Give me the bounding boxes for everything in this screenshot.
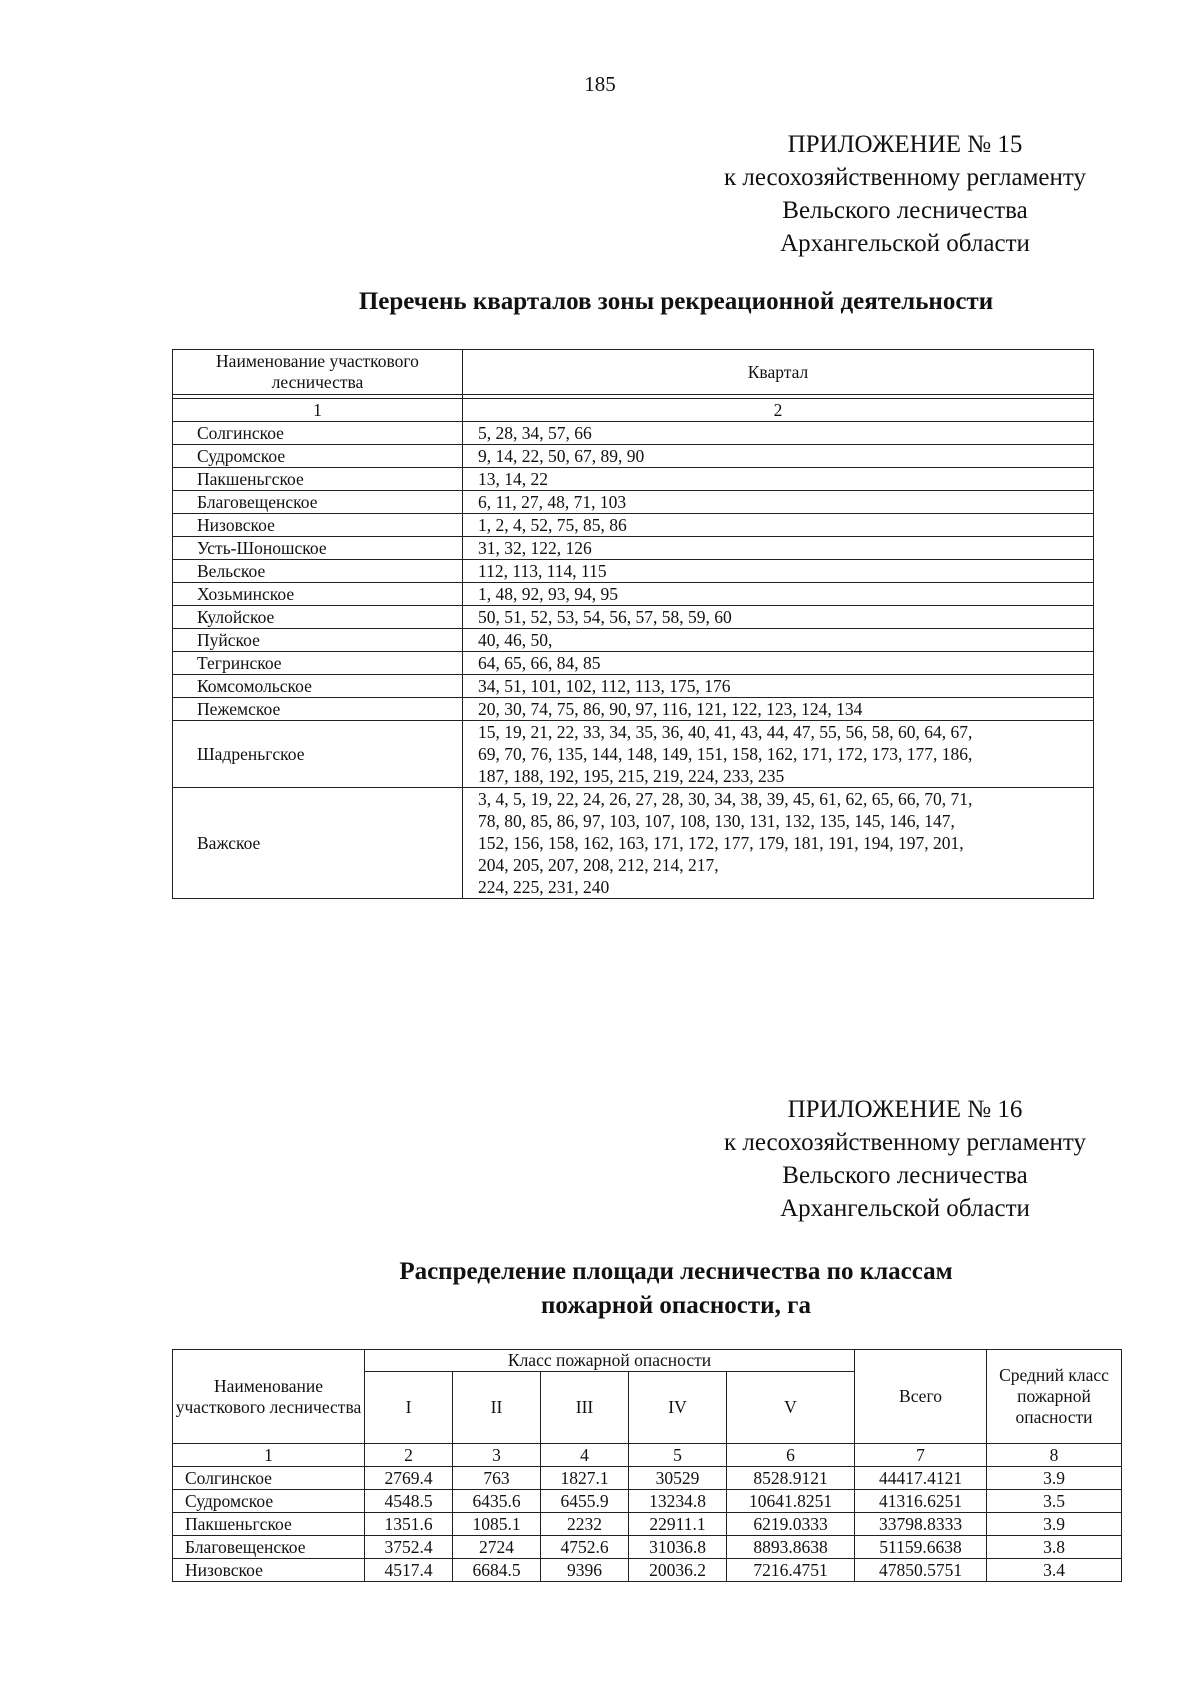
class-i-area: 1351.6 xyxy=(365,1513,453,1536)
page-number: 185 xyxy=(584,72,616,96)
quarter-list-line: 224, 225, 231, 240 xyxy=(478,877,610,897)
quarter-list-line: 5, 28, 34, 57, 66 xyxy=(478,423,592,443)
average-class: 3.9 xyxy=(987,1513,1122,1536)
quarter-list xyxy=(463,491,1094,514)
appendix-16-line: Вельского лесничества xyxy=(782,1162,1028,1189)
section-name: Низовское xyxy=(173,1559,365,1582)
header-class-ii: II xyxy=(453,1372,541,1444)
column-number: 6 xyxy=(727,1444,855,1467)
table-row xyxy=(173,1490,1122,1513)
header-class-iii: III xyxy=(541,1372,629,1444)
table-header-row xyxy=(173,1350,1122,1372)
table-row xyxy=(173,514,1094,537)
section-name: Солгинское xyxy=(173,1467,365,1490)
section-name: Усть-Шоношское xyxy=(173,537,463,560)
appendix-16-line: Архангельской области xyxy=(780,1195,1030,1222)
quarter-list xyxy=(463,698,1094,721)
table-row xyxy=(173,652,1094,675)
class-ii-area: 763 xyxy=(453,1467,541,1490)
table-row xyxy=(173,721,1094,788)
class-ii-area: 6435.6 xyxy=(453,1490,541,1513)
quarter-list xyxy=(463,583,1094,606)
table-row xyxy=(173,698,1094,721)
average-class: 3.8 xyxy=(987,1536,1122,1559)
table-row xyxy=(173,788,1094,899)
class-v-area: 7216.4751 xyxy=(727,1559,855,1582)
header-average-class: Средний класс пожарной опасности xyxy=(987,1350,1122,1444)
column-number-row xyxy=(173,399,1094,422)
quarter-list xyxy=(463,675,1094,698)
quarter-list-line: 1, 48, 92, 93, 94, 95 xyxy=(478,584,618,604)
class-ii-area: 1085.1 xyxy=(453,1513,541,1536)
header-section-name: Наименование участкового лесничества xyxy=(173,350,463,395)
quarter-list-line: 64, 65, 66, 84, 85 xyxy=(478,653,601,673)
section-name: Важское xyxy=(173,788,463,899)
table2-title-line: пожарной опасности, га xyxy=(541,1292,811,1319)
quarter-list-line: 78, 80, 85, 86, 97, 103, 107, 108, 130, 131, 132, 135, 145, 146, 147, xyxy=(478,811,955,831)
class-iv-area: 20036.2 xyxy=(629,1559,727,1582)
total-area: 51159.6638 xyxy=(855,1536,987,1559)
table-row xyxy=(173,1559,1122,1582)
average-class: 3.9 xyxy=(987,1467,1122,1490)
average-class: 3.5 xyxy=(987,1490,1122,1513)
appendix-15-heading xyxy=(690,128,1120,260)
quarter-list-line: 69, 70, 76, 135, 144, 148, 149, 151, 158, 162, 171, 172, 173, 177, 186, xyxy=(478,744,973,764)
class-i-area: 4548.5 xyxy=(365,1490,453,1513)
column-number: 7 xyxy=(855,1444,987,1467)
column-number: 3 xyxy=(453,1444,541,1467)
table-row xyxy=(173,468,1094,491)
quarter-list xyxy=(463,606,1094,629)
table-row xyxy=(173,560,1094,583)
column-number: 2 xyxy=(463,399,1094,422)
quarter-list-line: 112, 113, 114, 115 xyxy=(478,561,607,581)
header-quarter: Квартал xyxy=(463,350,1094,395)
quarter-list-line: 40, 46, 50, xyxy=(478,630,553,650)
table-row xyxy=(173,445,1094,468)
header-fire-class-group: Класс пожарной опасности xyxy=(365,1350,855,1372)
class-iii-area: 4752.6 xyxy=(541,1536,629,1559)
class-iii-area: 6455.9 xyxy=(541,1490,629,1513)
total-area: 44417.4121 xyxy=(855,1467,987,1490)
table-row xyxy=(173,675,1094,698)
section-name: Комсомольское xyxy=(173,675,463,698)
section-name: Благовещенское xyxy=(173,491,463,514)
table-header-row xyxy=(173,350,1094,395)
quarter-list-line: 1, 2, 4, 52, 75, 85, 86 xyxy=(478,515,627,535)
section-name: Тегринское xyxy=(173,652,463,675)
section-name: Солгинское xyxy=(173,422,463,445)
table2-title xyxy=(172,1255,1180,1323)
column-number: 1 xyxy=(173,1444,365,1467)
quarter-list xyxy=(463,445,1094,468)
section-name: Пакшеньгское xyxy=(173,1513,365,1536)
section-name: Благовещенское xyxy=(173,1536,365,1559)
table-row xyxy=(173,491,1094,514)
class-v-area: 10641.8251 xyxy=(727,1490,855,1513)
appendix-16-heading xyxy=(690,1093,1120,1225)
table-row xyxy=(173,606,1094,629)
section-name: Хозьминское xyxy=(173,583,463,606)
class-v-area: 8528.9121 xyxy=(727,1467,855,1490)
total-area: 47850.5751 xyxy=(855,1559,987,1582)
header-class-iv: IV xyxy=(629,1372,727,1444)
class-iv-area: 13234.8 xyxy=(629,1490,727,1513)
class-v-area: 8893.8638 xyxy=(727,1536,855,1559)
section-name: Пуйское xyxy=(173,629,463,652)
quarter-list-line: 34, 51, 101, 102, 112, 113, 175, 176 xyxy=(478,676,731,696)
quarter-list xyxy=(463,721,1094,788)
table2-title-line: Распределение площади лесничества по классам xyxy=(399,1258,953,1285)
class-ii-area: 2724 xyxy=(453,1536,541,1559)
column-number: 1 xyxy=(173,399,463,422)
header-class-v: V xyxy=(727,1372,855,1444)
class-iv-area: 22911.1 xyxy=(629,1513,727,1536)
header-total: Всего xyxy=(855,1350,987,1444)
quarter-list-line: 13, 14, 22 xyxy=(478,469,548,489)
quarter-list-line: 152, 156, 158, 162, 163, 171, 172, 177, 179, 181, 191, 194, 197, 201, xyxy=(478,833,964,853)
average-class: 3.4 xyxy=(987,1559,1122,1582)
recreation-quarters-table xyxy=(172,349,1094,899)
column-number: 8 xyxy=(987,1444,1122,1467)
fire-danger-table xyxy=(172,1349,1122,1582)
table1-title: Перечень кварталов зоны рекреационной деятельности xyxy=(358,288,994,315)
appendix-16-line: ПРИЛОЖЕНИЕ № 16 xyxy=(787,1096,1023,1123)
quarter-list xyxy=(463,468,1094,491)
quarter-list-line: 31, 32, 122, 126 xyxy=(478,538,592,558)
quarter-list-line: 187, 188, 192, 195, 215, 219, 224, 233, 235 xyxy=(478,766,785,786)
quarter-list-line: 6, 11, 27, 48, 71, 103 xyxy=(478,492,627,512)
table-row xyxy=(173,537,1094,560)
quarter-list xyxy=(463,537,1094,560)
section-name: Низовское xyxy=(173,514,463,537)
total-area: 33798.8333 xyxy=(855,1513,987,1536)
header-section-name: Наименование участкового лесничества xyxy=(173,1350,365,1444)
class-iii-area: 2232 xyxy=(541,1513,629,1536)
table-row xyxy=(173,1536,1122,1559)
appendix-15-line: к лесохозяйственному регламенту xyxy=(723,164,1087,191)
total-area: 41316.6251 xyxy=(855,1490,987,1513)
quarter-list-line: 3, 4, 5, 19, 22, 24, 26, 27, 28, 30, 34, 38, 39, 45, 61, 62, 65, 66, 70, 71, xyxy=(478,789,973,809)
table-row xyxy=(173,1467,1122,1490)
column-number: 5 xyxy=(629,1444,727,1467)
section-name: Пежемское xyxy=(173,698,463,721)
quarter-list xyxy=(463,422,1094,445)
class-iv-area: 30529 xyxy=(629,1467,727,1490)
table-row xyxy=(173,422,1094,445)
column-number: 4 xyxy=(541,1444,629,1467)
quarter-list xyxy=(463,514,1094,537)
section-name: Шадреньгское xyxy=(173,721,463,788)
column-number-row xyxy=(173,1444,1122,1467)
appendix-15-line: Архангельской области xyxy=(780,230,1030,257)
quarter-list xyxy=(463,629,1094,652)
appendix-15-line: ПРИЛОЖЕНИЕ № 15 xyxy=(787,131,1023,158)
class-i-area: 3752.4 xyxy=(365,1536,453,1559)
section-name: Вельское xyxy=(173,560,463,583)
section-name: Пакшеньгское xyxy=(173,468,463,491)
quarter-list-line: 20, 30, 74, 75, 86, 90, 97, 116, 121, 122, 123, 124, 134 xyxy=(478,699,863,719)
quarter-list-line: 9, 14, 22, 50, 67, 89, 90 xyxy=(478,446,645,466)
quarter-list xyxy=(463,788,1094,899)
table-row xyxy=(173,1513,1122,1536)
class-iii-area: 9396 xyxy=(541,1559,629,1582)
class-i-area: 4517.4 xyxy=(365,1559,453,1582)
class-iv-area: 31036.8 xyxy=(629,1536,727,1559)
appendix-16-line: к лесохозяйственному регламенту xyxy=(723,1129,1087,1156)
quarter-list-line: 204, 205, 207, 208, 212, 214, 217, xyxy=(478,855,719,875)
quarter-list xyxy=(463,560,1094,583)
class-ii-area: 6684.5 xyxy=(453,1559,541,1582)
quarter-list-line: 15, 19, 21, 22, 33, 34, 35, 36, 40, 41, 43, 44, 47, 55, 56, 58, 60, 64, 67, xyxy=(478,722,973,742)
class-iii-area: 1827.1 xyxy=(541,1467,629,1490)
quarter-list xyxy=(463,652,1094,675)
table-row xyxy=(173,583,1094,606)
class-i-area: 2769.4 xyxy=(365,1467,453,1490)
appendix-15-line: Вельского лесничества xyxy=(782,197,1028,224)
section-name: Судромское xyxy=(173,1490,365,1513)
table-row xyxy=(173,629,1094,652)
section-name: Судромское xyxy=(173,445,463,468)
header-class-i: I xyxy=(365,1372,453,1444)
column-number: 2 xyxy=(365,1444,453,1467)
section-name: Кулойское xyxy=(173,606,463,629)
class-v-area: 6219.0333 xyxy=(727,1513,855,1536)
quarter-list-line: 50, 51, 52, 53, 54, 56, 57, 58, 59, 60 xyxy=(478,607,732,627)
